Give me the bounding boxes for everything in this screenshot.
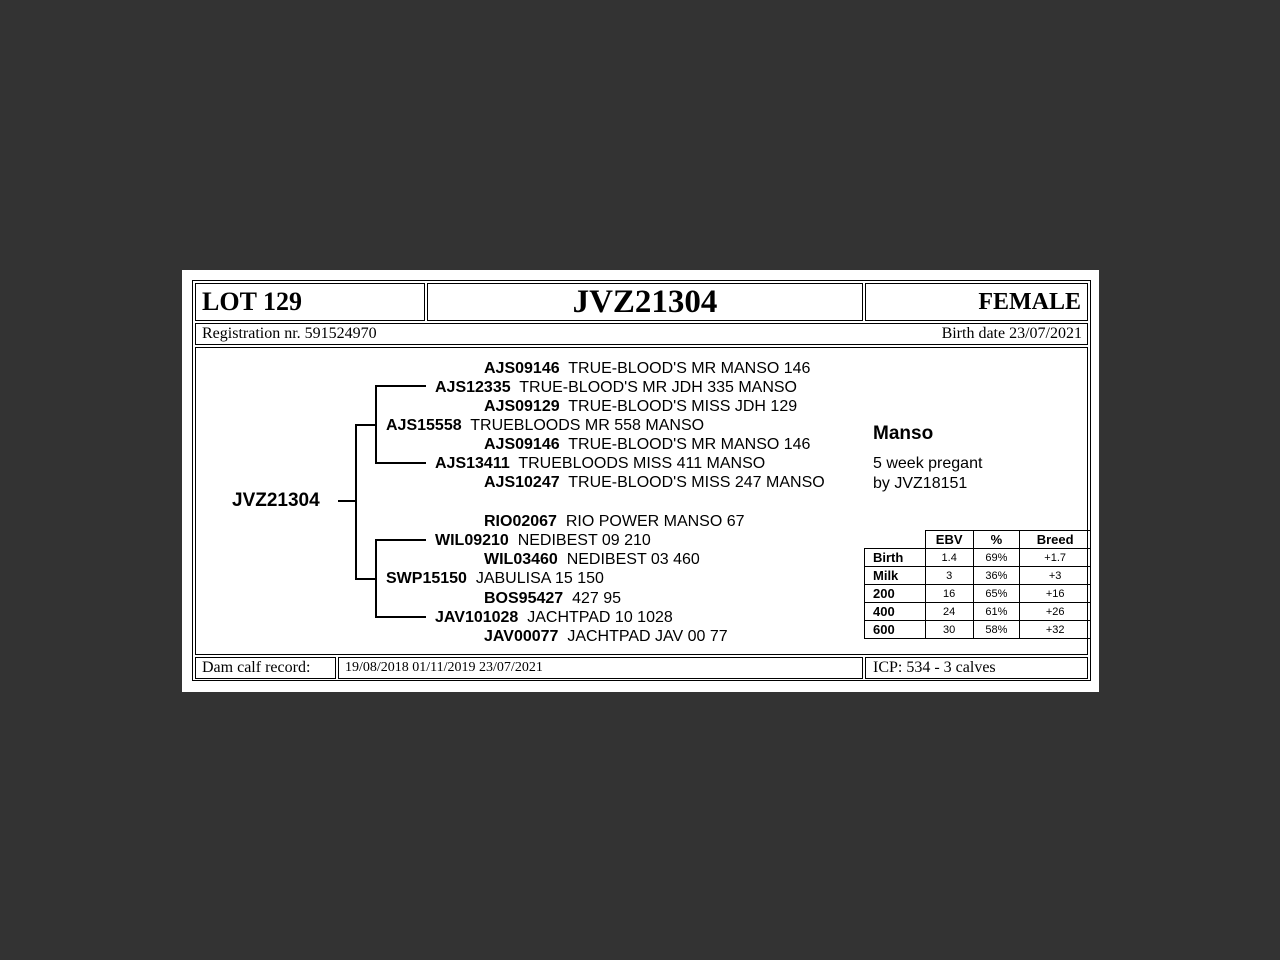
sire-sire-dam (484, 397, 797, 416)
animal-name: TRUE-BLOOD'S MISS 247 MANSO (568, 474, 825, 491)
ebv-row-label: 200 (865, 585, 926, 603)
dam-sire-sire (484, 512, 745, 531)
dam-branch-vertical (375, 539, 377, 618)
dam-calf-label: Dam calf record: (202, 659, 311, 676)
dam (386, 569, 604, 588)
ebv-header-ebv: EBV (925, 531, 973, 549)
sire-sire-connector (375, 385, 426, 387)
birth-date: Birth date 23/07/2021 (941, 325, 1082, 342)
dam-dam-dam (484, 627, 728, 646)
animal-id: RIO02067 (484, 513, 557, 530)
dam-dam (435, 608, 673, 627)
pedigree-subject: JVZ21304 (232, 490, 320, 511)
trunk-vertical (355, 424, 357, 580)
notes-pregnancy: 5 week pregant (873, 455, 983, 472)
animal-name: TRUEBLOODS MR 558 MANSO (470, 417, 705, 434)
ebv-value: 16 (925, 585, 973, 603)
sire-dam-connector (375, 462, 426, 464)
animal-id: AJS15558 (386, 417, 462, 434)
animal-id: AJS09146 (484, 360, 560, 377)
ebv-row-milk (865, 567, 1091, 585)
dam-calf-dates: 19/08/2018 01/11/2019 23/07/2021 (345, 660, 543, 675)
sire-dam (435, 454, 765, 473)
ebv-accuracy: 61% (973, 603, 1020, 621)
ebv-row-label: Birth (865, 549, 926, 567)
dam-sire-dam (484, 550, 700, 569)
sire-branch-vertical (375, 385, 377, 464)
sire-connector (355, 424, 375, 426)
ebv-accuracy: 65% (973, 585, 1020, 603)
animal-id-title: JVZ21304 (572, 284, 718, 320)
animal-name: TRUE-BLOOD'S MR MANSO 146 (568, 360, 811, 377)
ebv-value: 1.4 (925, 549, 973, 567)
sire-dam-sire (484, 435, 810, 454)
animal-name: NEDIBEST 09 210 (517, 532, 651, 549)
ebv-row-label: 600 (865, 621, 926, 639)
animal-id: AJS13411 (435, 455, 510, 472)
ebv-table (864, 530, 1091, 639)
sire-dam-dam (484, 473, 825, 492)
dam-dam-connector (375, 616, 426, 618)
sire-sire-sire (484, 359, 810, 378)
animal-id: WIL09210 (435, 532, 509, 549)
ebv-accuracy: 58% (973, 621, 1020, 639)
ebv-row-label: 400 (865, 603, 926, 621)
dam-connector (355, 578, 375, 580)
ebv-value: 24 (925, 603, 973, 621)
animal-name: JABULISA 15 150 (475, 570, 604, 587)
animal-id: JAV00077 (484, 628, 559, 645)
animal-id: JAV101028 (435, 609, 519, 626)
animal-id: AJS09129 (484, 398, 560, 415)
dam-sire (435, 531, 651, 550)
ebv-breed-average: +3 (1020, 567, 1091, 585)
ebv-breed-average: +16 (1020, 585, 1091, 603)
animal-id: BOS95427 (484, 590, 564, 607)
ebv-row-label: Milk (865, 567, 926, 585)
dam-dam-sire (484, 589, 621, 608)
animal-id: SWP15150 (386, 570, 467, 587)
sire (386, 416, 704, 435)
animal-name: JACHTPAD JAV 00 77 (567, 628, 728, 645)
lot-card (182, 270, 1099, 692)
ebv-accuracy: 36% (973, 567, 1020, 585)
ebv-breed-average: +32 (1020, 621, 1091, 639)
animal-name: TRUEBLOODS MISS 411 MANSO (518, 455, 766, 472)
ebv-row-400 (865, 603, 1091, 621)
ebv-header-corner (865, 531, 926, 549)
notes-title: Manso (873, 423, 934, 444)
registration-number: Registration nr. 591524970 (202, 325, 377, 342)
dam-sire-connector (375, 539, 426, 541)
ebv-header-row (865, 531, 1091, 549)
sex-label: FEMALE (978, 289, 1081, 315)
animal-id: AJS12335 (435, 379, 511, 396)
ebv-row-200 (865, 585, 1091, 603)
animal-name: TRUE-BLOOD'S MR MANSO 146 (568, 436, 811, 453)
ebv-accuracy: 69% (973, 549, 1020, 567)
animal-name: RIO POWER MANSO 67 (565, 513, 745, 530)
lot-number: LOT 129 (202, 287, 302, 316)
ebv-header-pct: % (973, 531, 1020, 549)
ebv-value: 3 (925, 567, 973, 585)
animal-name: JACHTPAD 10 1028 (527, 609, 673, 626)
ebv-breed-average: +1.7 (1020, 549, 1091, 567)
animal-id: AJS09146 (484, 436, 560, 453)
subject-connector (338, 500, 356, 502)
animal-id: WIL03460 (484, 551, 558, 568)
ebv-value: 30 (925, 621, 973, 639)
ebv-row-600 (865, 621, 1091, 639)
notes-service-sire: by JVZ18151 (873, 475, 968, 492)
animal-id: AJS10247 (484, 474, 560, 491)
animal-name: 427 95 (572, 590, 621, 607)
sire-sire (435, 378, 797, 397)
animal-name: TRUE-BLOOD'S MISS JDH 129 (568, 398, 798, 415)
ebv-row-birth (865, 549, 1091, 567)
icp-record: ICP: 534 - 3 calves (873, 659, 996, 676)
ebv-header-breed: Breed (1020, 531, 1091, 549)
animal-name: NEDIBEST 03 460 (566, 551, 700, 568)
animal-name: TRUE-BLOOD'S MR JDH 335 MANSO (519, 379, 797, 396)
ebv-breed-average: +26 (1020, 603, 1091, 621)
